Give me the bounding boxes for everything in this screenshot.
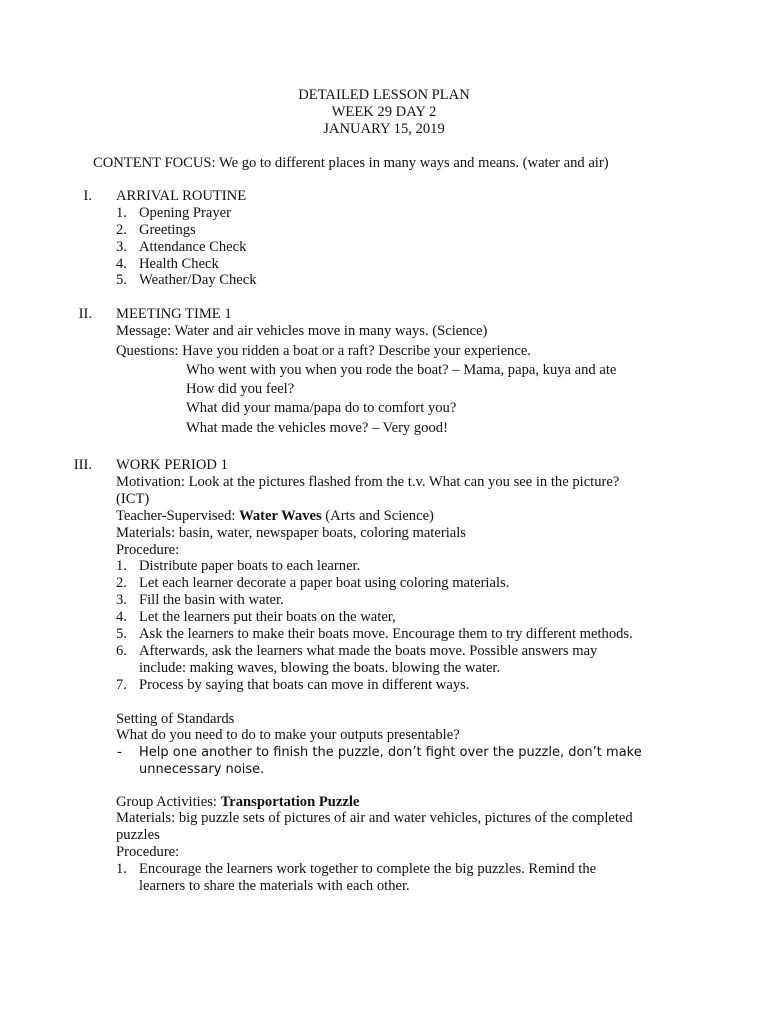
section-heading-work-period: WORK PERIOD 1	[116, 457, 228, 473]
procedure-step: Afterwards, ask the learners what made the boats move. Possible answers may	[139, 643, 598, 659]
message-line: Message: Water and air vehicles move in many ways. (Science)	[116, 323, 488, 339]
procedure-step: Ask the learners to make their boats move. Encourage them to try different methods.	[139, 626, 633, 642]
group-procedure-step: Encourage the learners work together to complete the big puzzles. Remind the	[139, 861, 597, 877]
group-procedure-label: Procedure:	[116, 844, 180, 860]
list-number: 2.	[116, 222, 127, 238]
group-activity-title: Transportation Puzzle	[220, 794, 360, 810]
list-number: 1.	[116, 558, 127, 574]
date-line: JANUARY 15, 2019	[323, 121, 445, 137]
activity-title: Water Waves	[239, 508, 322, 524]
group-activities-line	[116, 794, 359, 811]
bullet-dash: -	[117, 744, 122, 760]
procedure-step: Process by saying that boats can move in different ways.	[139, 677, 470, 693]
question-item: What did your mama/papa do to comfort you?	[186, 400, 457, 416]
list-item: Attendance Check	[139, 239, 247, 255]
list-item: Weather/Day Check	[139, 272, 257, 288]
teacher-supervised-line	[116, 508, 434, 525]
document-title: DETAILED LESSON PLAN	[298, 87, 470, 103]
procedure-label: Procedure:	[116, 542, 180, 558]
standards-item-cont: unnecessary noise.	[139, 762, 265, 777]
list-number: 3.	[116, 592, 127, 608]
question-item: What made the vehicles move? – Very good!	[186, 420, 448, 436]
activity-subject: (Arts and Science)	[321, 508, 434, 524]
list-number: 5.	[116, 272, 127, 288]
standards-label: Setting of Standards	[116, 711, 235, 727]
section-numeral: I.	[83, 188, 92, 204]
section-numeral: II.	[78, 306, 92, 322]
content-focus: CONTENT FOCUS: We go to different places in many ways and means. (water and air)	[93, 155, 609, 171]
question-item: Who went with you when you rode the boat? – Mama, papa, kuya and ate	[186, 362, 617, 378]
section-heading-arrival-routine: ARRIVAL ROUTINE	[116, 188, 247, 204]
group-activities-label: Group Activities:	[116, 794, 221, 810]
list-number: 1.	[116, 205, 127, 221]
procedure-step: Distribute paper boats to each learner.	[139, 558, 361, 574]
standards-item: Help one another to finish the puzzle, don’t fight over the puzzle, don’t make	[139, 745, 642, 760]
standards-question: What do you need to do to make your outputs presentable?	[116, 727, 460, 743]
section-numeral: III.	[73, 457, 92, 473]
list-number: 4.	[116, 256, 127, 272]
section-heading-meeting-time: MEETING TIME 1	[116, 306, 232, 322]
procedure-step-cont: include: making waves, blowing the boats. blowing the water.	[139, 660, 501, 676]
procedure-step: Fill the basin with water.	[139, 592, 284, 608]
list-number: 7.	[116, 677, 127, 693]
procedure-step: Let each learner decorate a paper boat using coloring materials.	[139, 575, 510, 591]
group-procedure-step-cont: learners to share the materials with each other.	[139, 878, 410, 894]
motivation-line-cont: (ICT)	[116, 491, 150, 507]
group-materials-line: Materials: big puzzle sets of pictures of air and water vehicles, pictures of the completed	[116, 810, 633, 826]
list-item: Greetings	[139, 222, 196, 238]
week-day-line: WEEK 29 DAY 2	[331, 104, 437, 120]
question-item: How did you feel?	[186, 381, 295, 397]
list-number: 3.	[116, 239, 127, 255]
motivation-line: Motivation: Look at the pictures flashed from the t.v. What can you see in the picture?	[116, 474, 620, 490]
list-number: 6.	[116, 643, 127, 659]
questions-line: Questions: Have you ridden a boat or a raft? Describe your experience.	[116, 343, 531, 359]
list-number: 4.	[116, 609, 127, 625]
list-item: Opening Prayer	[139, 205, 231, 221]
list-number: 1.	[116, 861, 127, 877]
list-number: 2.	[116, 575, 127, 591]
materials-line: Materials: basin, water, newspaper boats, coloring materials	[116, 525, 466, 541]
list-number: 5.	[116, 626, 127, 642]
list-item: Health Check	[139, 256, 219, 272]
teacher-supervised-label: Teacher-Supervised:	[116, 508, 240, 524]
group-materials-line-cont: puzzles	[116, 827, 160, 843]
procedure-step: Let the learners put their boats on the water,	[139, 609, 396, 625]
